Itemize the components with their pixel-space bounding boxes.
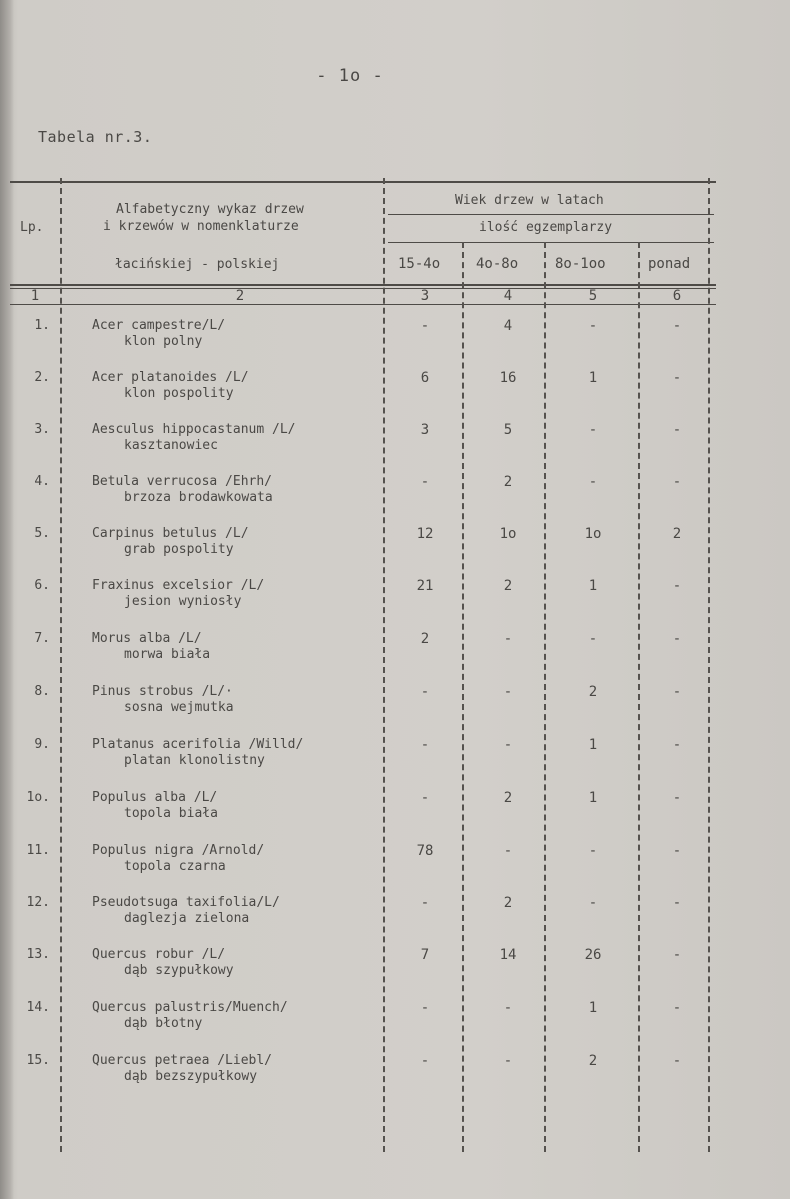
polish-name: klon polny — [124, 334, 203, 349]
polish-name: daglezja zielona — [124, 911, 250, 926]
count-over-100: - — [672, 790, 682, 806]
polish-name: topola czarna — [124, 859, 226, 874]
count-80-100: 26 — [584, 947, 602, 963]
species-name — [92, 578, 264, 610]
polish-name: morwa biała — [124, 647, 211, 662]
header-count-rule — [388, 242, 714, 243]
row-number: 15. — [26, 1053, 50, 1068]
latin-name: Quercus palustris/Muench/ — [92, 1000, 288, 1015]
count-15-40: - — [420, 318, 430, 334]
column-number-rule — [10, 304, 716, 305]
polish-name: dąb szypułkowy — [124, 963, 234, 978]
latin-name: Quercus robur /L/ — [92, 947, 226, 962]
count-80-100: - — [588, 843, 598, 859]
count-40-80: - — [503, 684, 513, 700]
latin-name: Betula verrucosa /Ehrh/ — [92, 474, 273, 489]
count-40-80: 2 — [503, 578, 513, 594]
header-bottom-rule — [10, 284, 716, 286]
species-name — [92, 526, 249, 558]
count-40-80: 1o — [499, 526, 517, 542]
count-15-40: 7 — [420, 947, 430, 963]
count-40-80: 2 — [503, 474, 513, 490]
species-name — [92, 737, 303, 769]
column-separator-lp — [60, 178, 62, 1152]
header-age-range-4: ponad — [648, 256, 691, 272]
polish-name: dąb błotny — [124, 1016, 203, 1031]
count-15-40: - — [420, 737, 430, 753]
polish-name: jesion wyniosły — [124, 594, 242, 609]
latin-name: Platanus acerifolia /Willd/ — [92, 737, 304, 752]
table-caption: Tabela nr.3. — [38, 128, 153, 146]
count-80-100: - — [588, 422, 598, 438]
row-number: 2. — [34, 370, 50, 385]
count-80-100: 1 — [588, 578, 598, 594]
latin-name: Acer platanoides /L/ — [92, 370, 249, 385]
count-15-40: 3 — [420, 422, 430, 438]
column-number: 3 — [420, 288, 430, 304]
polish-name: grab pospolity — [124, 542, 234, 557]
row-number: 14. — [26, 1000, 50, 1015]
count-15-40: 2 — [420, 631, 430, 647]
species-name — [92, 474, 273, 506]
species-name — [92, 1053, 272, 1085]
row-number: 9. — [34, 737, 50, 752]
column-separator-age-3 — [638, 242, 640, 1152]
count-15-40: - — [420, 684, 430, 700]
header-age-range-1: 15-4o — [398, 256, 441, 272]
count-over-100: - — [672, 843, 682, 859]
row-number: 6. — [34, 578, 50, 593]
count-over-100: 2 — [672, 526, 682, 542]
polish-name: brzoza brodawkowata — [124, 490, 273, 505]
count-40-80: 5 — [503, 422, 513, 438]
row-number: 13. — [26, 947, 50, 962]
count-80-100: 2 — [588, 1053, 598, 1069]
species-name — [92, 843, 264, 875]
header-lp: Lp. — [20, 220, 44, 235]
species-name — [92, 631, 210, 663]
count-80-100: - — [588, 895, 598, 911]
count-15-40: - — [420, 1000, 430, 1016]
polish-name: dąb bezszypułkowy — [124, 1069, 258, 1084]
row-number: 4. — [34, 474, 50, 489]
table-top-rule — [10, 181, 716, 183]
count-over-100: - — [672, 947, 682, 963]
count-over-100: - — [672, 737, 682, 753]
count-over-100: - — [672, 895, 682, 911]
header-name-line1: Alfabetyczny wykaz drzew — [116, 202, 304, 217]
species-name — [92, 895, 280, 927]
count-80-100: - — [588, 474, 598, 490]
count-80-100: - — [588, 631, 598, 647]
species-name — [92, 422, 296, 454]
count-over-100: - — [672, 631, 682, 647]
latin-name: Acer campestre/L/ — [92, 318, 226, 333]
count-80-100: 1 — [588, 790, 598, 806]
row-number: 11. — [26, 843, 50, 858]
column-separator-age-1 — [462, 242, 464, 1152]
species-name — [92, 318, 225, 350]
polish-name: klon pospolity — [124, 386, 234, 401]
latin-name: Pinus strobus /L/· — [92, 684, 233, 699]
latin-name: Populus alba /L/ — [92, 790, 218, 805]
species-name — [92, 684, 234, 716]
column-number: 5 — [588, 288, 598, 304]
column-number: 1 — [30, 288, 40, 304]
count-15-40: - — [420, 790, 430, 806]
count-40-80: - — [503, 737, 513, 753]
count-15-40: 78 — [416, 843, 434, 859]
header-age-range-3: 8o-1oo — [555, 256, 606, 272]
row-number: 1o. — [26, 790, 50, 805]
row-number: 8. — [34, 684, 50, 699]
header-name-line3: łacińskiej - polskiej — [115, 257, 280, 272]
count-80-100: 2 — [588, 684, 598, 700]
latin-name: Pseudotsuga taxifolia/L/ — [92, 895, 280, 910]
count-40-80: 14 — [499, 947, 517, 963]
column-number: 4 — [503, 288, 513, 304]
count-over-100: - — [672, 1053, 682, 1069]
header-age-range-2: 4o-8o — [476, 256, 519, 272]
count-15-40: - — [420, 895, 430, 911]
binding-edge — [0, 0, 14, 1199]
row-number: 7. — [34, 631, 50, 646]
latin-name: Aesculus hippocastanum /L/ — [92, 422, 296, 437]
count-80-100: 1 — [588, 737, 598, 753]
count-15-40: 6 — [420, 370, 430, 386]
count-40-80: - — [503, 843, 513, 859]
polish-name: platan klonolistny — [124, 753, 265, 768]
column-separator-age-2 — [544, 242, 546, 1152]
count-15-40: 12 — [416, 526, 434, 542]
latin-name: Quercus petraea /Liebl/ — [92, 1053, 273, 1068]
header-age-rule — [388, 214, 714, 215]
count-80-100: - — [588, 318, 598, 334]
page-number: - 1o - — [316, 66, 384, 86]
count-40-80: - — [503, 1000, 513, 1016]
row-number: 1. — [34, 318, 50, 333]
polish-name: topola biała — [124, 806, 218, 821]
count-over-100: - — [672, 318, 682, 334]
count-40-80: - — [503, 1053, 513, 1069]
column-number: 2 — [235, 288, 245, 304]
count-over-100: - — [672, 370, 682, 386]
polish-name: sosna wejmutka — [124, 700, 234, 715]
header-name-line2: i krzewów w nomenklaturze — [103, 219, 299, 234]
column-number: 6 — [672, 288, 682, 304]
count-80-100: 1 — [588, 1000, 598, 1016]
latin-name: Carpinus betulus /L/ — [92, 526, 249, 541]
count-over-100: - — [672, 474, 682, 490]
count-40-80: 2 — [503, 895, 513, 911]
latin-name: Fraxinus excelsior /L/ — [92, 578, 265, 593]
count-40-80: 4 — [503, 318, 513, 334]
count-15-40: - — [420, 474, 430, 490]
row-number: 3. — [34, 422, 50, 437]
count-15-40: 21 — [416, 578, 434, 594]
count-over-100: - — [672, 422, 682, 438]
count-80-100: 1 — [588, 370, 598, 386]
polish-name: kasztanowiec — [124, 438, 218, 453]
row-number: 5. — [34, 526, 50, 541]
latin-name: Morus alba /L/ — [92, 631, 202, 646]
count-40-80: 16 — [499, 370, 517, 386]
count-80-100: 1o — [584, 526, 602, 542]
count-over-100: - — [672, 1000, 682, 1016]
species-name — [92, 790, 218, 822]
count-15-40: - — [420, 1053, 430, 1069]
species-name — [92, 370, 249, 402]
count-over-100: - — [672, 684, 682, 700]
count-over-100: - — [672, 578, 682, 594]
species-name — [92, 1000, 288, 1032]
header-age-group: Wiek drzew w latach — [455, 193, 604, 208]
count-40-80: 2 — [503, 790, 513, 806]
header-count-label: ilość egzemplarzy — [479, 220, 613, 235]
species-name — [92, 947, 234, 979]
column-separator-name — [383, 178, 385, 1152]
latin-name: Populus nigra /Arnold/ — [92, 843, 265, 858]
row-number: 12. — [26, 895, 50, 910]
count-40-80: - — [503, 631, 513, 647]
